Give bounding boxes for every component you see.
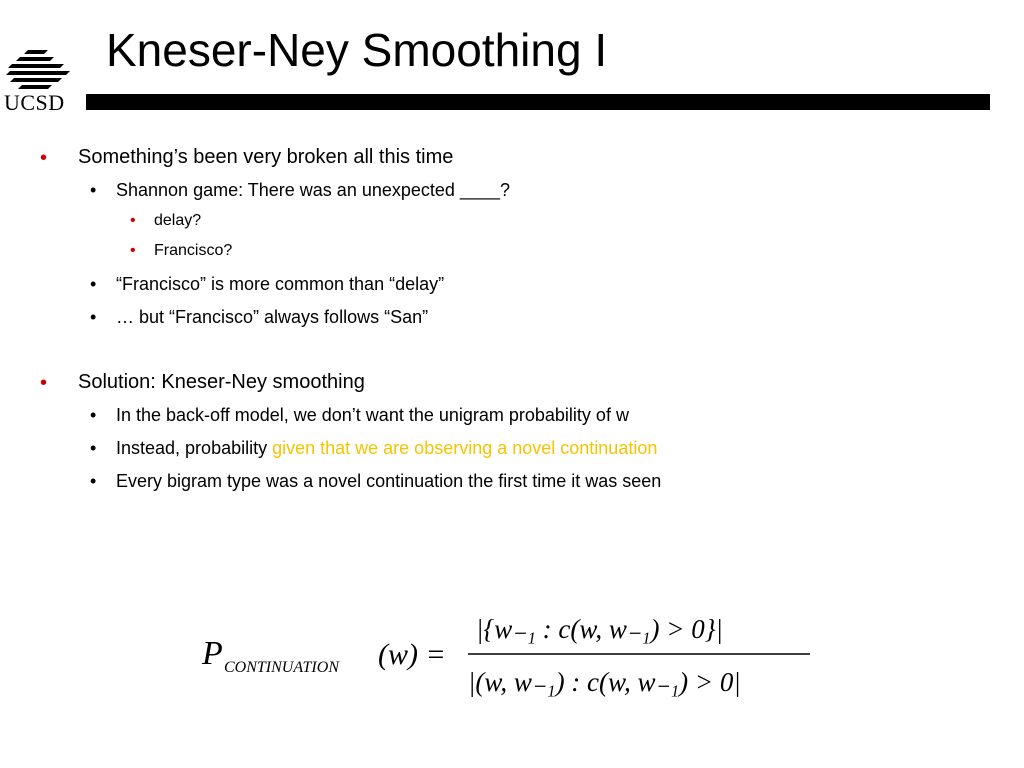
- title-rule: [86, 94, 990, 110]
- bullet-item: … but “Francisco” always follows “San”: [116, 307, 429, 327]
- ucsd-emblem-icon: [4, 44, 82, 94]
- formula-arg: (w) =: [378, 638, 446, 671]
- bullet-item: Francisco?: [154, 242, 233, 259]
- bullet-marker: •: [90, 438, 97, 458]
- bullet-item: [116, 438, 657, 459]
- bullet-marker: •: [90, 180, 97, 200]
- formula-subscript: CONTINUATION: [224, 659, 339, 676]
- bullet-item: Shannon game: There was an unexpected ____?: [116, 180, 510, 200]
- bullet-marker: •: [90, 471, 97, 491]
- bullet-marker: •: [90, 307, 97, 327]
- bullet-marker: •: [40, 147, 48, 169]
- highlighted-text: given that we are observing a novel continuation: [272, 438, 658, 458]
- bullet-marker: •: [90, 405, 97, 425]
- bullet-marker: •: [130, 212, 136, 229]
- bullet-item: Something’s been very broken all this time: [78, 146, 454, 168]
- slide-title: Kneser-Ney Smoothing I: [106, 24, 608, 76]
- bullet-item: delay?: [154, 212, 202, 229]
- formula-numerator: |{w₋₁ : c(w, w₋₁) > 0}|: [476, 614, 723, 644]
- continuation-formula: [200, 600, 820, 710]
- bullet-marker: •: [90, 274, 97, 294]
- bullet-item: Solution: Kneser-Ney smoothing: [78, 371, 365, 393]
- formula-denominator: |(w, w₋₁) : c(w, w₋₁) > 0|: [468, 667, 741, 697]
- bullet-text: Instead, probability: [116, 438, 273, 458]
- formula-p: P: [202, 635, 223, 672]
- bullet-marker: •: [40, 372, 48, 394]
- bullet-item: In the back-off model, we don’t want the unigram probability of w: [116, 405, 629, 425]
- logo-text: UCSD: [4, 90, 65, 115]
- bullet-marker: •: [130, 242, 136, 259]
- bullet-item: Every bigram type was a novel continuation the first time it was seen: [116, 471, 662, 491]
- bullet-item: “Francisco” is more common than “delay”: [116, 274, 445, 294]
